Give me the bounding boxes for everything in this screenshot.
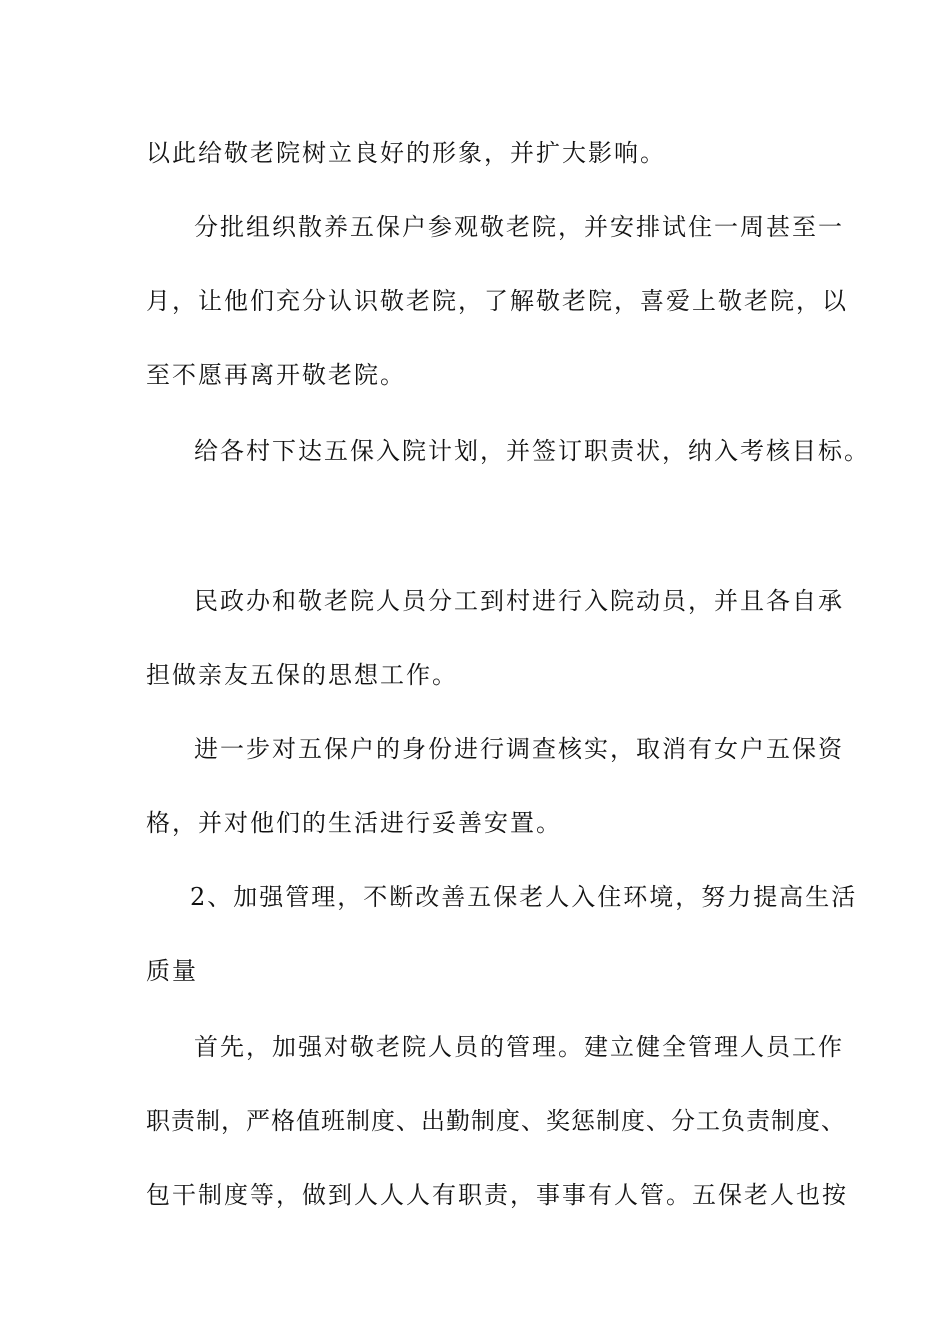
text-line: 至不愿再离开敬老院。 xyxy=(146,361,406,389)
paragraph-start: 进一步对五保户的身份进行调查核实，取消有女户五保资 xyxy=(194,735,844,763)
paragraph-start: 民政办和敬老院人员分工到村进行入院动员，并且各自承 xyxy=(194,587,844,615)
text-line: 月，让他们充分认识敬老院，了解敬老院，喜爱上敬老院，以 xyxy=(146,287,848,315)
text-line: 以此给敬老院树立良好的形象，并扩大影响。 xyxy=(146,139,666,167)
text-line: 职责制，严格值班制度、出勤制度、奖惩制度、分工负责制度、 xyxy=(146,1107,846,1135)
paragraph-start: 给各村下达五保入院计划，并签订职责状，纳入考核目标。 xyxy=(194,437,870,465)
section-heading: 2、加强管理，不断改善五保老人入住环境，努力提高生活 xyxy=(190,883,858,911)
section-heading-continued: 质量 xyxy=(146,957,198,985)
text-line: 担做亲友五保的思想工作。 xyxy=(146,661,458,689)
paragraph-start: 分批组织散养五保户参观敬老院，并安排试住一周甚至一 xyxy=(194,213,844,241)
text-line: 包干制度等，做到人人人有职责，事事有人管。五保老人也按 xyxy=(146,1181,848,1209)
paragraph-start: 首先，加强对敬老院人员的管理。建立健全管理人员工作 xyxy=(194,1033,844,1061)
text-line: 格，并对他们的生活进行妥善安置。 xyxy=(146,809,562,837)
